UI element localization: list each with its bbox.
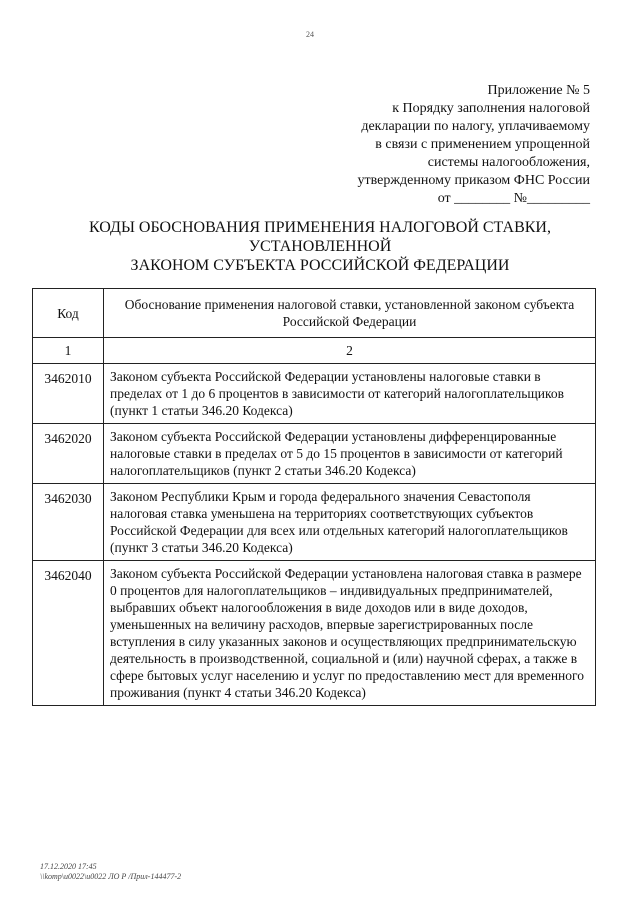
justification-cell: Законом субъекта Российской Федерации установлена налоговая ставка в размере 0 процентов для налогоплательщиков – индивидуальных предпринимателей, выбравших объект налогообложения в виде доходов или в виде доходов, уменьшенных на величину расходов, впервые зарегистрированных после вступления в силу указанных законов и осуществляющих предпринимательскую деятельность в производственной, социальной и (или) научной сферах, а также в сфере бытовых услуг населению и услуг по предоставлению мест для временного проживания (пункт 4 статьи 346.20 Кодекса) bbox=[104, 561, 596, 706]
appendix-line: в связи с применением упрощенной bbox=[375, 137, 590, 152]
footer-stamp bbox=[40, 862, 181, 882]
justification-cell: Законом субъекта Российской Федерации установлены дифференцированные налоговые ставки в пределах от 5 до 15 процентов в зависимости от категорий налогоплательщиков (пункт 2 статьи 346.20 Кодекса) bbox=[104, 424, 596, 484]
table-row bbox=[33, 484, 596, 561]
column-number: 1 bbox=[33, 338, 104, 364]
footer-file: \\komp\u0022\u0022 ЛО Р /Прил-144477-2 bbox=[40, 872, 182, 881]
table-header-row bbox=[33, 289, 596, 338]
appendix-line: к Порядку заполнения налоговой bbox=[392, 101, 590, 116]
header-justification: Обоснование применения налоговой ставки, установленной законом субъекта Российской Федерации bbox=[104, 289, 596, 338]
appendix-block bbox=[358, 82, 590, 208]
page-number: 24 bbox=[306, 30, 314, 39]
appendix-line: утвержденному приказом ФНС России bbox=[357, 173, 590, 188]
code-cell: 3462010 bbox=[33, 364, 104, 424]
code-cell: 3462020 bbox=[33, 424, 104, 484]
header-code: Код bbox=[33, 289, 104, 338]
document-title bbox=[60, 218, 580, 275]
footer-timestamp: 17.12.2020 17:45 bbox=[40, 862, 97, 871]
title-line: КОДЫ ОБОСНОВАНИЯ ПРИМЕНЕНИЯ НАЛОГОВОЙ СТАВКИ, bbox=[89, 219, 551, 236]
justification-cell: Законом Республики Крым и города федерального значения Севастополя налоговая ставка уменьшена на территориях соответствующих субъектов Российской Федерации для всех или отдельных категорий налогоплательщиков (пункт 3 статьи 346.20 Кодекса) bbox=[104, 484, 596, 561]
code-cell: 3462040 bbox=[33, 561, 104, 706]
table-row bbox=[33, 424, 596, 484]
title-line: ЗАКОНОМ СУБЪЕКТА РОССИЙСКОЙ ФЕДЕРАЦИИ bbox=[130, 257, 510, 274]
appendix-line: Приложение № 5 bbox=[487, 83, 590, 98]
column-number-row bbox=[33, 338, 596, 364]
code-cell: 3462030 bbox=[33, 484, 104, 561]
justification-cell: Законом субъекта Российской Федерации установлены налоговые ставки в пределах от 1 до 6 процентов в зависимости от категорий налогоплательщиков (пункт 1 статьи 346.20 Кодекса) bbox=[104, 364, 596, 424]
table-row bbox=[33, 561, 596, 706]
table-row bbox=[33, 364, 596, 424]
column-number: 2 bbox=[104, 338, 596, 364]
appendix-line: от ________ №_________ bbox=[437, 191, 590, 206]
appendix-line: системы налогообложения, bbox=[427, 155, 590, 170]
title-line: УСТАНОВЛЕННОЙ bbox=[248, 238, 392, 255]
appendix-line: декларации по налогу, уплачиваемому bbox=[361, 119, 590, 134]
codes-table bbox=[32, 288, 596, 706]
